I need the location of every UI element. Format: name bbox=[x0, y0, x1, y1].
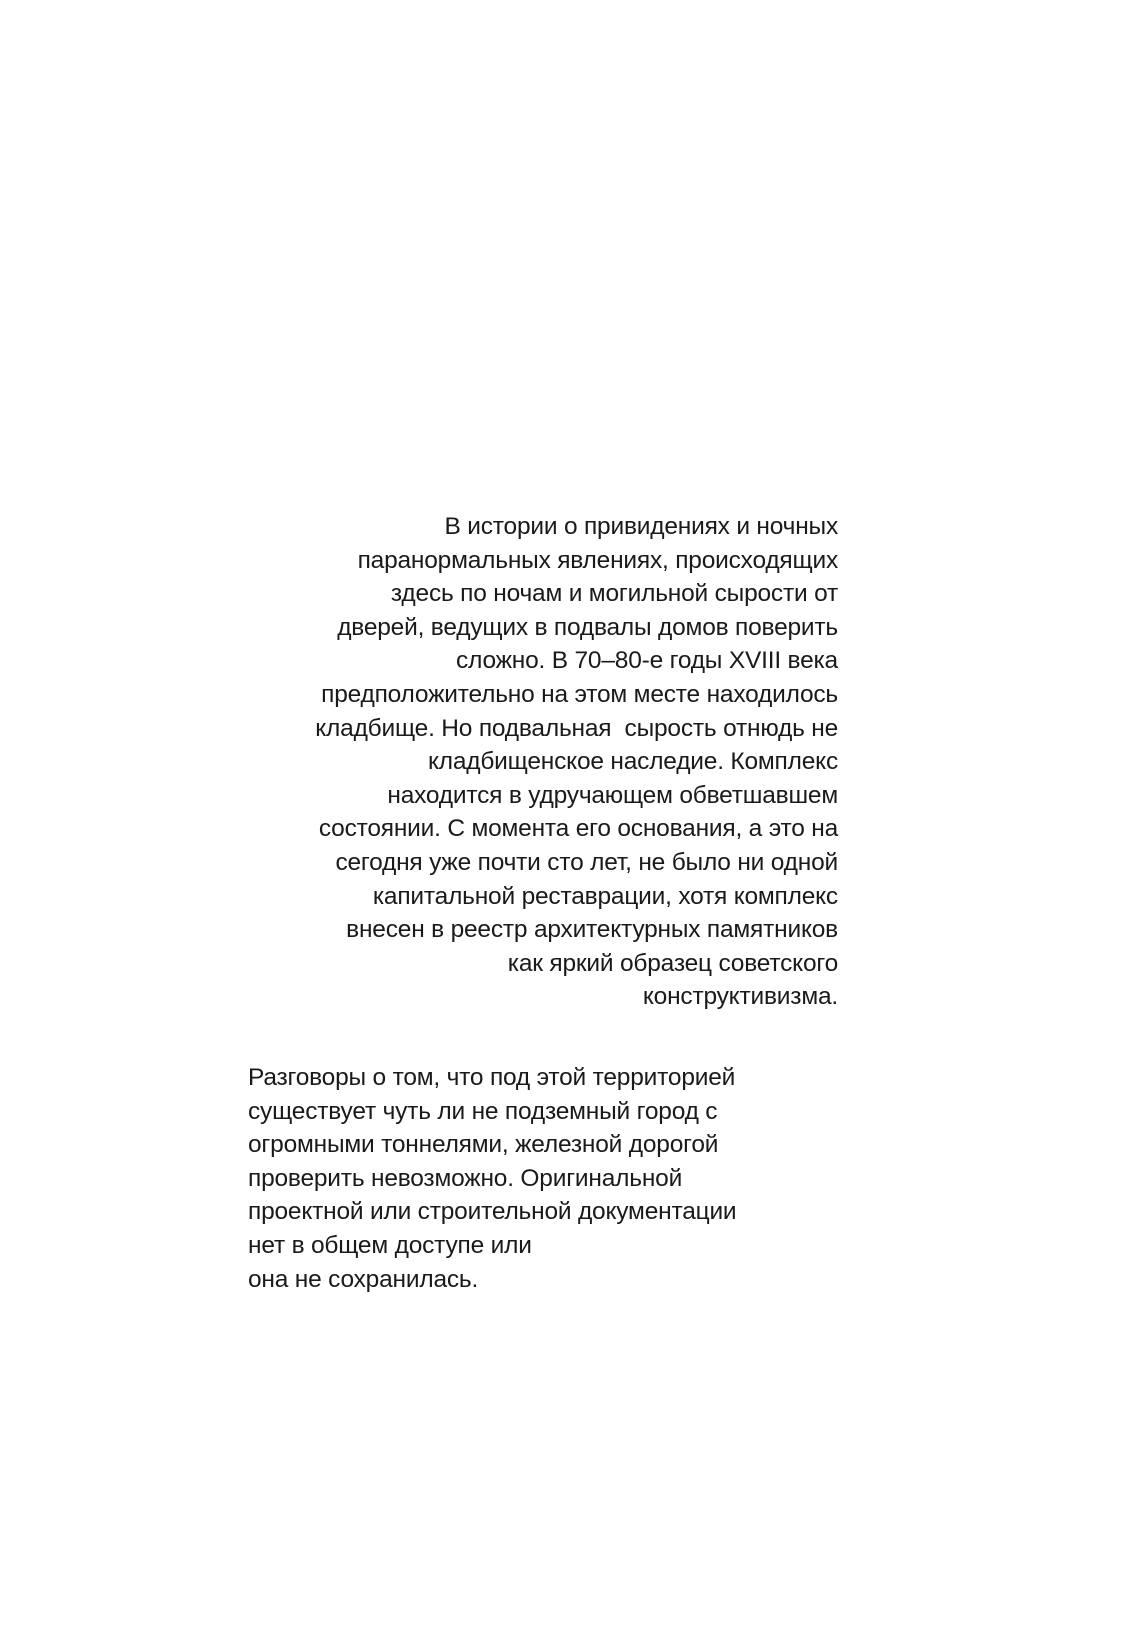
text-line: дверей, ведущих в подвалы домов поверить bbox=[337, 613, 838, 641]
text-line: здесь по ночам и могильной сырости от bbox=[390, 580, 838, 608]
text-line: нет в общем доступе или bbox=[248, 1231, 532, 1259]
text-line: внесен в реестр архитектурных памятников bbox=[346, 916, 838, 944]
text-line: проектной или строительной документации bbox=[248, 1198, 737, 1226]
text-line: она не сохранилась. bbox=[248, 1265, 479, 1293]
text-line: огромными тоннелями, железной дорогой bbox=[248, 1131, 719, 1159]
text-line: паранормальных явлениях, происходящих bbox=[357, 546, 838, 574]
text-line: конструктивизма. bbox=[642, 983, 838, 1011]
text-line: сложно. В 70–80-е годы XVIII века bbox=[456, 647, 838, 675]
text-line: сегодня уже почти сто лет, не было ни одной bbox=[335, 848, 838, 876]
paragraph-underground-rumors bbox=[248, 1061, 848, 1296]
text-line: кладбище. Но подвальная сырость отнюдь не bbox=[315, 714, 838, 742]
text-line: проверить невозможно. Оригинальной bbox=[248, 1164, 683, 1192]
text-line: находится в удручающем обветшавшем bbox=[387, 781, 838, 809]
text-line: кладбищенское наследие. Комплекс bbox=[427, 748, 838, 776]
text-line: существует чуть ли не подземный город с bbox=[248, 1097, 718, 1125]
text-line: капитальной реставрации, хотя комплекс bbox=[372, 882, 838, 910]
text-line: как яркий образец советского bbox=[507, 949, 838, 977]
text-line: предположительно на этом месте находилось bbox=[321, 680, 838, 708]
text-line: В истории о привидениях и ночных bbox=[444, 513, 838, 540]
paragraph-history bbox=[240, 510, 838, 1014]
text-line: состоянии. С момента его основания, а это на bbox=[318, 815, 838, 843]
text-line: Разговоры о том, что под этой территорией bbox=[248, 1064, 736, 1091]
